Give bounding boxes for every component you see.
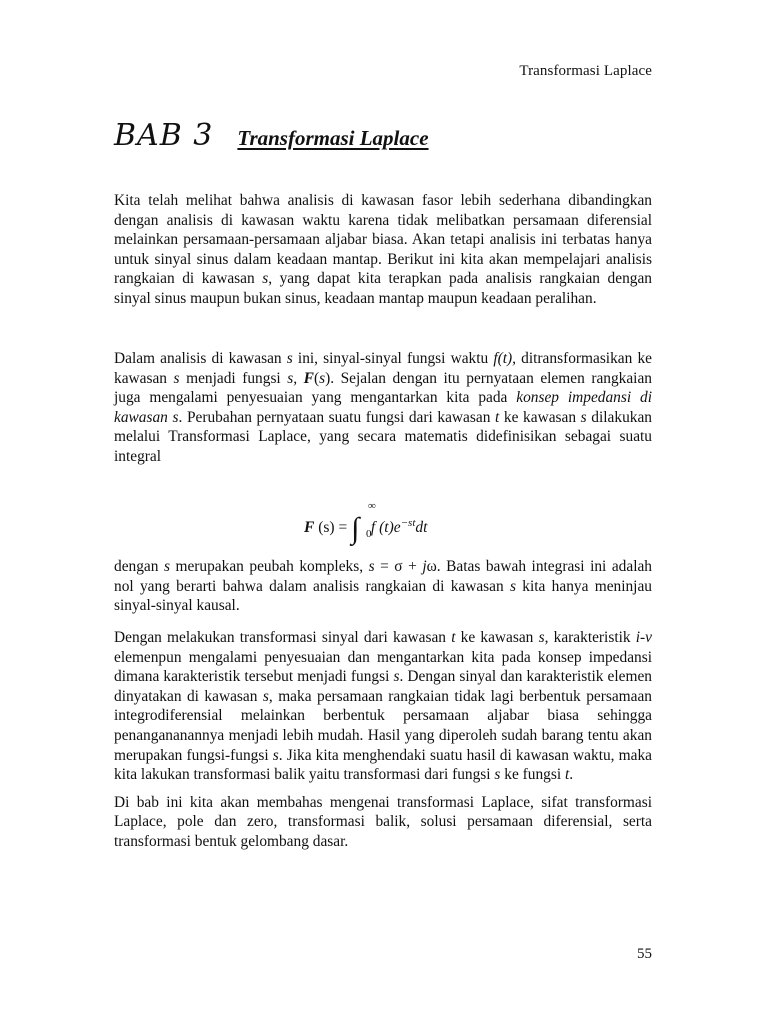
paragraph-2-text xyxy=(114,349,652,467)
text-run: , yang dapat kita terapkan pada analisis rangkaian dengan sinyal sinus maupun bukan sinus, keadaan mantap maupun keadaan peralihan. xyxy=(114,270,652,307)
integrand: f (t)e xyxy=(370,519,401,536)
variable-s: s xyxy=(494,766,501,784)
text-run: . Sejalan dengan itu pernyataan elemen rangkaian juga mengalami penyesuaian yang mengantarkan kita pada xyxy=(114,369,652,407)
variable-s: s, xyxy=(287,369,298,387)
paragraph-4-5 xyxy=(114,628,652,860)
text-run: ditransformasikan ke kawasan xyxy=(114,350,652,387)
text-run: . Jika kita menghendaki suatu hasil di kawasan waktu, maka kita lakukan transformasi balik yaitu transformasi dari fungsi xyxy=(114,746,652,784)
emphasis: konsep impedansi di kawasan s xyxy=(114,389,652,426)
paren: ) xyxy=(325,369,331,387)
paragraph-5-text: Di bab ini kita akan membahas mengenai transformasi Laplace, sifat transformasi Laplace, pole dan zero, transformasi balik, solusi persamaan diferensial, serta transformasi bentuk gelombang dasar. xyxy=(114,793,652,850)
running-header: Transformasi Laplace xyxy=(519,63,652,79)
text-run: merupakan peubah kompleks, xyxy=(169,558,369,575)
variable-t: t xyxy=(564,766,570,784)
text-run: . xyxy=(569,766,574,784)
variable-t: t xyxy=(495,408,500,426)
text-run: dengan xyxy=(114,558,164,575)
text-run: ke fungsi xyxy=(500,766,565,784)
text-run: Kita telah melihat bahwa analisis di kawasan fasor lebih sederhana dibandingkan dengan analisis di kawasan waktu karena tidak melibatkan persamaan diferensial melainkan persamaan-persamaan aljabar biasa. Akan tetapi analisis ini terbatas hanya untuk sinyal sinus dalam keadaan mantap. Berikut ini kita akan mempelajari analisis rangkaian di kawasan xyxy=(114,192,652,288)
variable-iv: i-v xyxy=(635,629,652,646)
paragraph-2 xyxy=(114,349,652,475)
formula-F: F xyxy=(304,519,315,536)
integral-sign: ∫ xyxy=(351,512,360,545)
upper-limit: ∞ xyxy=(368,500,376,512)
variable-s: s xyxy=(272,746,279,764)
variable-s: s xyxy=(538,629,545,646)
page-number: 55 xyxy=(637,946,652,962)
exponent: −st xyxy=(400,516,416,529)
function-F: F xyxy=(303,369,314,387)
variable-s: s xyxy=(510,577,516,595)
text-run: menjadi fungsi xyxy=(179,369,288,387)
text-run: ke kawasan xyxy=(455,629,539,646)
variable-s: s xyxy=(262,687,269,705)
chapter-title: Transformasi Laplace xyxy=(237,126,429,150)
chapter-label: BAB 3 xyxy=(114,118,214,153)
paragraph-4-text xyxy=(114,628,652,785)
paren: ( xyxy=(313,369,320,387)
variable-s: s xyxy=(262,270,269,288)
variable-s: s xyxy=(580,408,587,426)
variable-j: j xyxy=(422,558,427,575)
text-run: , maka persamaan rangkaian tidak lagi berbentuk persamaan integrodiferensial melainkan berbentuk persamaan aljabar biasa sehingga penangananannya menjadi lebih mudah. Hasil yang diperoleh sudah barang tentu akan merupakan fungsi-fungsi xyxy=(114,687,653,764)
omega-symbol: ω xyxy=(426,558,437,575)
variable-t: t xyxy=(451,629,456,646)
variable-s: s xyxy=(319,369,326,387)
text-run: . Batas bawah integrasi ini adalah nol yang berarti bahwa dalam analisis rangkaian di kawasan xyxy=(114,558,652,595)
differential: dt xyxy=(415,519,428,536)
text-run: ke kawasan xyxy=(499,408,581,426)
paragraph-3-text xyxy=(114,557,652,616)
variable-s: s xyxy=(163,558,170,575)
paragraph-1 xyxy=(114,191,652,317)
text-run: dilakukan melalui Transformasi Laplace, yang secara matematis didefinisikan sebagai suatu integral xyxy=(114,408,652,465)
lower-limit: 0 xyxy=(366,528,372,540)
variable-s: s xyxy=(173,369,180,387)
paragraph-1-text xyxy=(114,191,652,309)
text-run: Dalam analisis di kawasan xyxy=(114,350,287,367)
laplace-formula xyxy=(304,500,428,545)
chapter-heading xyxy=(114,118,429,153)
text-run: . Perubahan pernyataan suatu fungsi dari kawasan xyxy=(178,408,496,426)
formula-lhs: (s) = xyxy=(318,519,348,536)
text-run: ini, sinyal-sinyal fungsi waktu xyxy=(292,350,494,367)
text-run: elemenpun mengalami penyesuaian dan mengantarkan kita pada konsep impedansi dimana karakteristik tersebut menjadi fungsi xyxy=(114,648,652,686)
text-run: . Dengan sinyal dan karakteristik elemen dinyatakan di kawasan xyxy=(114,668,652,705)
variable-s: s xyxy=(368,558,375,575)
text-run: , karakteristik xyxy=(544,629,636,646)
equation-part: = σ + xyxy=(374,558,423,575)
function-ft: f(t), xyxy=(493,350,517,367)
text-run: kita hanya meninjau sinyal-sinyal kausal. xyxy=(114,577,652,615)
paragraph-3 xyxy=(114,557,652,624)
variable-s: s xyxy=(286,350,293,367)
text-run: Dengan melakukan transformasi sinyal dari kawasan xyxy=(114,629,452,646)
variable-s: s xyxy=(393,668,400,686)
